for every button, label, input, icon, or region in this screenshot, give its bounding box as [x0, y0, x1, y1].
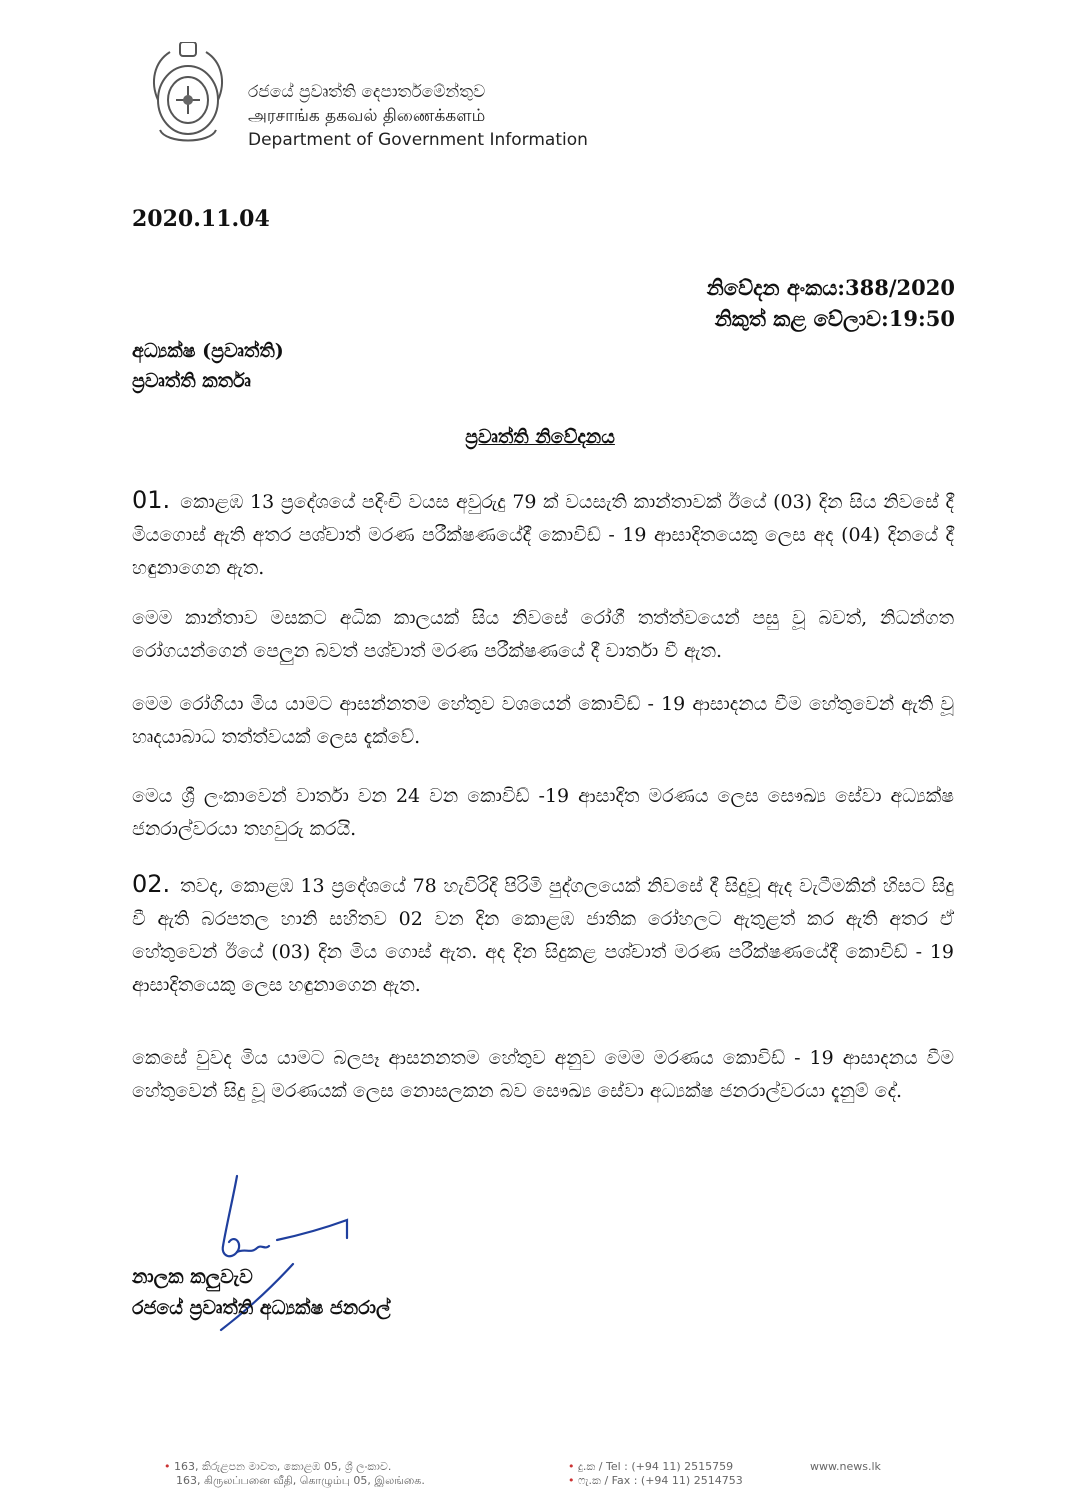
department-name [248, 80, 588, 152]
footer-website: www.news.lk [810, 1460, 881, 1473]
signatory-block [132, 1262, 390, 1324]
section-1-paragraph-1 [132, 484, 954, 585]
signatory-name: නාලක කලුවැව [132, 1266, 253, 1288]
department-name-english: Department of Government Information [248, 130, 588, 150]
release-date: 2020.11.04 [132, 206, 270, 232]
section-1-paragraph-4: මෙය ශ්‍රී ලංකාවෙන් වාර්තා වන 24 වන කොවිඩ් -19 ආසාදිත මරණය ලෙස සෞඛ්‍ය සේවා අධ්‍යක්ෂ ජනරාල්වරයා තහවුරු කරයි. [132, 785, 954, 840]
section-2-text-1: තවද, කොළඹ 13 ප්‍රදේශයේ 78 හැවිරිදි පිරිමි පුද්ගලයෙක් නිවසේ දී සිදුවූ ඇද වැටීමකින් හිසට සිදු වී ඇති බරපතල හානි සහිතව 02 වන දින කොළඹ ජාතික රෝහලට ඇතුළත් කර ඇති අතර ඒ හේතුවෙන් ඊයේ (03) දින මිය ගොස් ඇත. අද දින සිදුකළ පශ්චාත් මරණ පරීක්ෂණයේදී කොවිඩ් - 19 ආසාදිතයෙකු ලෙස හඳුනාගෙන ඇත. [132, 875, 954, 996]
section-1-number: 01. [132, 486, 171, 514]
footer-fax: • ෆැ.ක / Fax : (+94 11) 2514753 [568, 1474, 743, 1487]
footer-address-tamil: 163, கிருலப்பனை வீதி, கொழும்பு 05, இலங்கை. [176, 1474, 425, 1487]
footer-phone: • දු.ක / Tel : (+94 11) 2515759 [568, 1460, 734, 1473]
release-meta [707, 272, 955, 334]
section-2-number: 02. [132, 870, 171, 898]
issue-time: නිකුත් කළ වේලාව:19:50 [714, 306, 955, 331]
government-emblem [140, 42, 236, 152]
recipient-line-1: අධ්‍යක්ෂ (ප්‍රවෘත්ති) [132, 340, 284, 362]
section-1-paragraph-2: මෙම කාන්තාව මසකට අධික කාලයක් සිය නිවසේ රෝගී තත්ත්වයෙන් පසු වූ බවත්, නිධන්ගත රෝගයන්ගෙන් පෙලුන බවත් පශ්චාත් මරණ පරීක්ෂණයේ දී වාර්තා වී ඇත. [132, 607, 954, 662]
section-2-paragraph-1 [132, 868, 954, 1002]
section-1-text-1: කොළඹ 13 ප්‍රදේශයේ පදිංචි වයස අවුරුදු 79 ක් වයසැති කාන්තාවක් ඊයේ (03) දින සිය නිවසේ දී මියගොස් ඇති අතර පශ්චාත් මරණ පරීක්ෂණයේදී කොවිඩ් - 19 ආසාදිතයෙකු ලෙස අද (04) දිනයේ දී හඳුනාගෙන ඇත. [132, 491, 954, 579]
release-number: නිවේදන අංකය:388/2020 [706, 275, 955, 300]
footer [0, 1456, 1080, 1494]
footer-contacts [568, 1460, 743, 1488]
department-name-tamil: அரசாங்க தகவல் திணைக்களம் [248, 106, 486, 126]
department-name-sinhala: රජයේ ප්‍රවෘත්ති දෙපාර්තමේන්තුව [248, 82, 486, 102]
footer-address-sinhala: • 163, කිරුළපන මාවත, කොළඹ 05, ශ්‍රී ලංකාව. [164, 1460, 392, 1473]
section-1-paragraph-3: මෙම රෝගියා මිය යාමට ආසන්නතම හේතුව වශයෙන් කොවිඩ් - 19 ආසාදනය වීම හේතුවෙන් ඇති වූ හෘදයාබාධ තත්ත්වයක් ලෙස දැක්වේ. [132, 693, 954, 748]
signatory-designation: රජයේ ප්‍රවෘත්ති අධ්‍යක්ෂ ජනරාල් [132, 1297, 391, 1319]
recipient-block [132, 336, 284, 396]
document-title: ප්‍රවෘත්ති නිවේදනය [465, 426, 615, 448]
recipient-line-2: ප්‍රවෘත්ති කර්තෘ [132, 370, 251, 392]
footer-address [164, 1460, 425, 1489]
section-2-paragraph-2: කෙසේ වුවද මිය යාමට බලපෑ ආසනනතම හේතුව අනුව මෙම මරණය කොවිඩ් - 19 ආසාදනය වීම හේතුවෙන් සිදු වූ මරණයක් ලෙස නොසලකන බව සෞඛ්‍ය සේවා අධ්‍යක්ෂ ජනරාල්වරයා දැනුම් දේ. [132, 1047, 954, 1102]
